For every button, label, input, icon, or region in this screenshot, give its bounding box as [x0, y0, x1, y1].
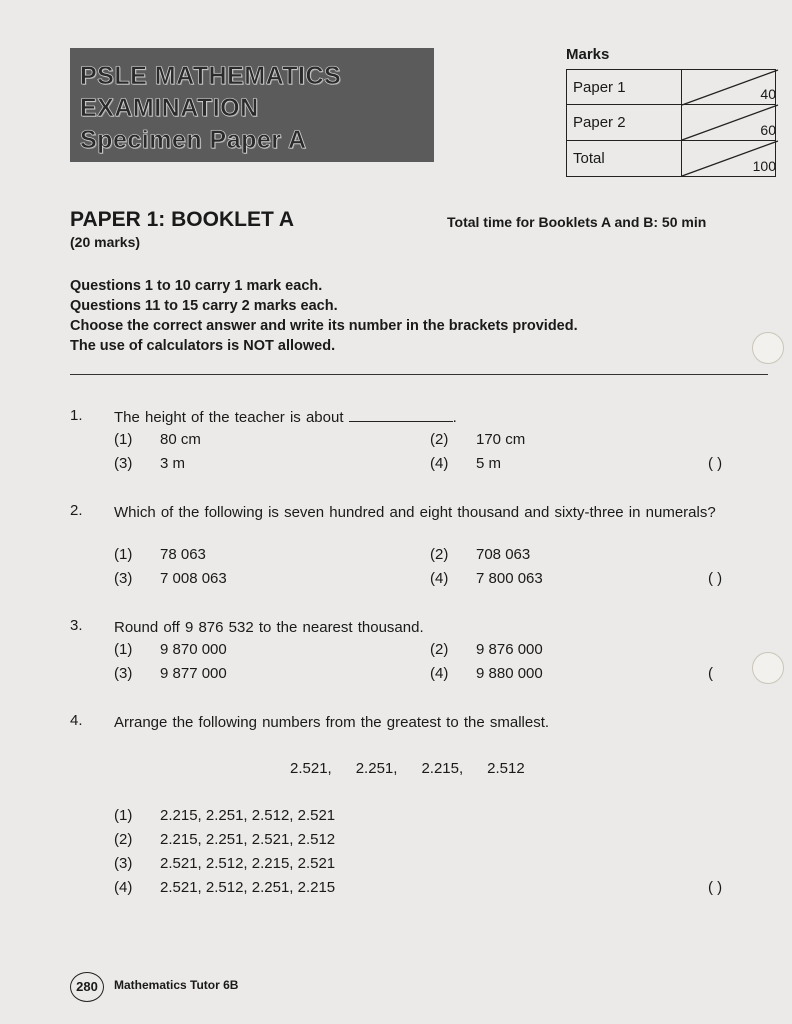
answer-bracket[interactable]: ( ): [708, 879, 723, 896]
option-text: 7 800 063: [476, 570, 543, 587]
option-number: (2): [114, 831, 133, 848]
option-text: 3 m: [160, 455, 186, 472]
option-number: (2): [430, 546, 449, 563]
option-number: (3): [114, 570, 133, 587]
option-1: [114, 641, 227, 658]
option-text: 2.521, 2.512, 2.215, 2.521: [160, 855, 336, 872]
option-4: [114, 879, 335, 896]
instruction-line: Choose the correct answer and write its number in the brackets provided.: [70, 318, 578, 334]
option-number: (4): [430, 665, 449, 682]
option-1: [114, 431, 201, 448]
option-number: (4): [430, 570, 449, 587]
title-line-3: Specimen Paper A: [80, 126, 307, 154]
punch-hole: [752, 332, 784, 364]
marks-value: 100: [752, 158, 776, 174]
instructions: [70, 276, 578, 356]
marks-value: 60: [760, 122, 776, 138]
exam-title-block: [70, 48, 434, 162]
question-text: [114, 407, 774, 428]
answer-blank: [349, 409, 453, 422]
option-number: (3): [114, 855, 133, 872]
option-1: [114, 546, 206, 563]
option-text: 9 880 000: [476, 665, 543, 682]
question-number: 2.: [70, 502, 83, 519]
option-2: [430, 546, 530, 563]
number-item: 2.521,: [290, 760, 332, 777]
question-number: 1.: [70, 407, 83, 424]
option-text: 170 cm: [476, 431, 526, 448]
option-4: [430, 665, 543, 682]
marks-cell: [681, 70, 792, 104]
paper-title: PAPER 1: BOOKLET A: [70, 208, 295, 231]
option-number: (2): [430, 641, 449, 658]
marks-label: Total: [573, 150, 605, 167]
option-4: [430, 570, 543, 587]
paper-marks: (20 marks): [70, 234, 141, 250]
marks-row-total: [566, 141, 776, 177]
marks-row-paper-2: [566, 105, 776, 141]
marks-row-paper-1: [566, 69, 776, 105]
option-text: 78 063: [160, 546, 206, 563]
question-end: .: [452, 409, 457, 426]
option-3: [114, 455, 185, 472]
divider: [70, 374, 768, 375]
marks-heading: Marks: [566, 46, 610, 63]
option-number: (1): [114, 431, 133, 448]
question-number: 4.: [70, 712, 83, 729]
option-text: 708 063: [476, 546, 531, 563]
option-text: 80 cm: [160, 431, 201, 448]
instruction-line: Questions 11 to 15 carry 2 marks each.: [70, 298, 338, 314]
marks-cell: [681, 141, 792, 176]
option-number: (3): [114, 665, 133, 682]
option-text: 9 870 000: [160, 641, 227, 658]
option-text: 2.215, 2.251, 2.521, 2.512: [160, 831, 336, 848]
option-text: 5 m: [476, 455, 502, 472]
marks-cell: [681, 105, 792, 140]
option-number: (4): [114, 879, 133, 896]
option-number: (1): [114, 546, 133, 563]
question-text: Which of the following is seven hundred and eight thousand and sixty-three in numerals?: [114, 504, 716, 521]
marks-label: Paper 2: [573, 114, 626, 131]
option-2: [114, 831, 335, 848]
page-number: 280: [70, 972, 104, 1002]
marks-label: Paper 1: [573, 79, 626, 96]
option-number: (1): [114, 641, 133, 658]
option-3: [114, 570, 227, 587]
option-text: 9 877 000: [160, 665, 227, 682]
punch-hole: [752, 652, 784, 684]
question-text: Arrange the following numbers from the greatest to the smallest.: [114, 714, 550, 731]
option-4: [430, 455, 501, 472]
question-stem: The height of the teacher is about: [114, 409, 344, 426]
number-item: 2.512: [487, 760, 525, 777]
question-number: 3.: [70, 617, 83, 634]
option-number: (4): [430, 455, 449, 472]
number-item: 2.215,: [421, 760, 464, 777]
option-3: [114, 855, 335, 872]
option-1: [114, 807, 335, 824]
title-line-2: EXAMINATION: [80, 94, 259, 122]
option-number: (3): [114, 455, 133, 472]
option-number: (2): [430, 431, 449, 448]
option-2: [430, 641, 543, 658]
marks-value: 40: [760, 86, 776, 102]
option-2: [430, 431, 525, 448]
time-note: Total time for Booklets A and B: 50 min: [447, 214, 707, 230]
option-text: 2.521, 2.512, 2.251, 2.215: [160, 879, 336, 896]
title-line-1: PSLE MATHEMATICS: [80, 62, 342, 90]
number-item: 2.251,: [355, 760, 398, 777]
answer-bracket[interactable]: ( ): [708, 570, 723, 587]
option-3: [114, 665, 227, 682]
option-number: (1): [114, 807, 133, 824]
question-text: Round off 9 876 532 to the nearest thousand.: [114, 619, 424, 636]
number-list: [290, 760, 549, 777]
answer-bracket[interactable]: (: [708, 665, 713, 682]
book-title: Mathematics Tutor 6B: [114, 978, 239, 992]
answer-bracket[interactable]: ( ): [708, 455, 723, 472]
instruction-line: The use of calculators is NOT allowed.: [70, 338, 336, 354]
option-text: 2.215, 2.251, 2.512, 2.521: [160, 807, 336, 824]
option-text: 7 008 063: [160, 570, 227, 587]
instruction-line: Questions 1 to 10 carry 1 mark each.: [70, 278, 323, 294]
option-text: 9 876 000: [476, 641, 543, 658]
